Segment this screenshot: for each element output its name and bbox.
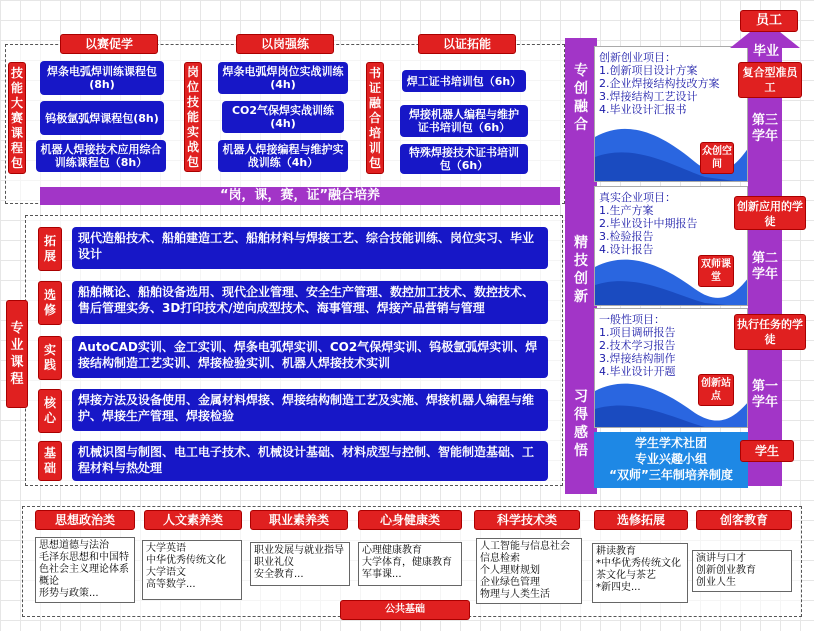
group-b-title: 以岗强练: [236, 34, 334, 54]
row-text-basic: 机械识图与制图、电工电子技术、机械设计基础、材料成型与控制、智能制造基础、工程材料与热处理: [72, 441, 548, 481]
group-c-item-1: 焊工证书培训包（6h）: [402, 70, 526, 92]
integration-banner: “岗，课，赛，证”融合培养: [40, 187, 560, 205]
ladder-r3: 执行任务的学徒: [734, 314, 806, 350]
year-3: 第三学年: [750, 106, 780, 152]
stage-label-2: 精技创新: [574, 235, 588, 305]
group-b-side: 岗位技能实战包: [184, 62, 202, 172]
stage1-badge: 创新站点: [698, 374, 734, 406]
public-cat-5: 科学技术类: [474, 510, 580, 530]
row-tag-elective: 选修: [38, 281, 62, 325]
group-b-item-1: 焊条电弧焊岗位实战训练(4h): [218, 62, 348, 94]
group-a-item-2: 钨极氩弧焊课程包(8h): [40, 101, 164, 135]
stage2-badge: 双师课堂: [698, 255, 734, 287]
stage2-panel: [594, 186, 748, 306]
row-text-expand: 现代造船技术、船舶建造工艺、船舶材料与焊接工艺、综合技能训练、岗位实习、毕业设计: [72, 227, 548, 269]
group-c-item-3: 特殊焊接技术证书培训包（6h）: [400, 144, 528, 174]
public-list-4: 心理健康教育 大学体育，健康教育 军事课...: [358, 542, 462, 586]
group-c-item-2: 焊接机器人编程与维护证书培训包（6h）: [400, 105, 528, 137]
public-cat-6: 选修拓展: [594, 510, 688, 530]
stage1-panel: [594, 308, 748, 428]
public-cat-1: 思想政治类: [35, 510, 135, 530]
year-2: 第二学年: [750, 244, 780, 290]
ladder-student: 学生: [740, 440, 794, 462]
group-c-side: 书证融合培训包: [366, 62, 384, 174]
stage-label-3: 习得感悟: [574, 389, 588, 459]
group-b-item-3: 机器人焊接编程与维护实战训练（4h）: [218, 140, 348, 172]
professional-side: 专业课程: [6, 300, 28, 408]
ladder-r2: 创新应用的学徒: [734, 196, 806, 230]
row-text-core: 焊接方法及设备使用、金属材料焊接、焊接结构制造工艺及实施、焊接机器人编程与维护、焊接生产管理、焊接检验: [72, 389, 548, 431]
public-list-3: 职业发展与就业指导 职业礼仪 安全教育...: [250, 542, 350, 586]
public-list-6: 耕读教育 *中华优秀传统文化 茶文化与茶艺 *新四史...: [592, 543, 688, 603]
public-list-7: 演讲与口才 创新创业教育 创业人生: [692, 550, 792, 592]
public-list-1: 思想道德与法治 毛泽东思想和中国特色社会主义理论体系概论 形势与政策...: [35, 537, 135, 603]
public-cat-3: 职业素养类: [250, 510, 348, 530]
group-a-side: 技能大赛课程包: [8, 62, 26, 174]
row-text-elective: 船舶概论、船舶设备选用、现代企业管理、安全生产管理、数控加工技术、数控技术、售后管理实务、3D打印技术/逆向成型技术、海事管理、焊接产品营销与管理: [72, 281, 548, 324]
ladder-graduate: 毕业: [752, 44, 779, 59]
row-tag-expand: 拓展: [38, 227, 62, 271]
public-list-5: 人工智能与信息社会 信息检索 个人理财规划 企业绿色管理 物理与人类生活: [476, 538, 582, 604]
public-list-2: 大学英语 中华优秀传统文化 大学语文 高等数学...: [142, 540, 242, 600]
row-tag-core: 核心: [38, 389, 62, 433]
stage-label-1: 专创融合: [574, 63, 588, 133]
row-text-practice: AutoCAD实训、金工实训、焊条电弧焊实训、CO2气保焊实训、钨极氩弧焊实训、焊接结构制造工艺实训、焊接检验实训、机器人焊接技术实训: [72, 336, 548, 378]
year-1: 第一学年: [750, 372, 780, 418]
group-a-item-3: 机器人焊接技术应用综合训练课程包（8h）: [36, 140, 166, 172]
group-a-title: 以赛促学: [60, 34, 158, 54]
public-cat-2: 人文素养类: [144, 510, 242, 530]
stage1-text: 一般性项目： 1.项目调研报告 2.技术学习报告 3.焊接结构制作 4.毕业设计开题: [599, 313, 676, 378]
public-cat-7: 创客教育: [696, 510, 792, 530]
row-tag-basic: 基础: [38, 441, 62, 481]
ladder-r1: 复合型准员工: [738, 62, 802, 98]
stage3-badge: 众创空间: [700, 142, 734, 174]
public-footer: 公共基础: [340, 600, 470, 620]
stage2-text: 真实企业项目： 1.生产方案 2.毕业设计中期报告 3.检验报告 4.设计报告: [599, 191, 698, 256]
group-c-title: 以证拓能: [418, 34, 516, 54]
group-b-item-2: CO2气保焊实战训练(4h): [222, 101, 344, 133]
group-a-item-1: 焊条电弧焊训练课程包(8h): [40, 61, 164, 95]
ladder-top: 员工: [740, 10, 798, 32]
stage3-text: 创新创业项目： 1.创新项目设计方案 2.企业焊接结构技改方案 3.焊接结构工艺设计 4.毕业设计汇报书: [599, 51, 720, 116]
stage-bottom: 学生学术社团 专业兴趣小组 “双师”三年制培养制度: [594, 432, 748, 488]
public-cat-4: 心身健康类: [358, 510, 462, 530]
row-tag-practice: 实践: [38, 336, 62, 380]
